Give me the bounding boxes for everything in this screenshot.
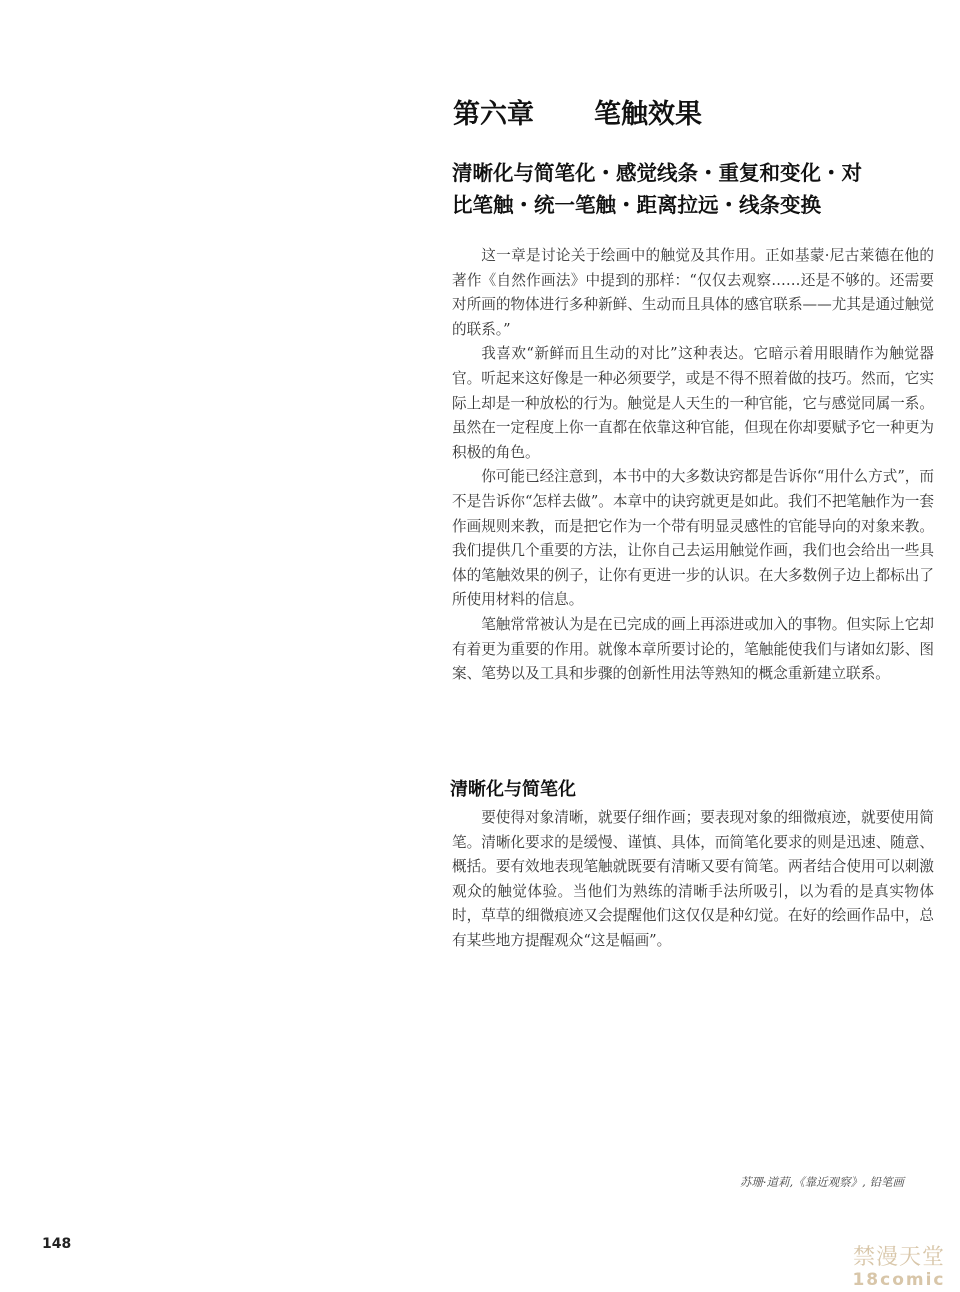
- chapter-subtitle: [452, 157, 942, 221]
- paragraph-3: 你可能已经注意到，本书中的大多数诀窍都是告诉你“用什么方式”，而不是告诉你“怎样去做”。本章中的诀窍就更是如此。我们不把笔触作为一套作画规则来教，而是把它作为一个带有明显灵感性的官能导向的对象来教。我们提供几个重要的方法，让你自己去运用触觉作画，我们也会给出一些具体的笔触效果的例子，让你有更进一步的认识。在大多数例子边上都标出了所使用材料的信息。: [452, 468, 934, 609]
- section-paragraph: 要使得对象清晰，就要仔细作画；要表现对象的细微痕迹，就要使用简笔。清晰化要求的是缓慢、谨慎、具体，而简笔化要求的则是迅速、随意、概括。要有效地表现笔触就既要有清晰又要有简笔。两者结合使用可以刺激观众的触觉体验。当他们为熟练的清晰手法所吸引，以为看的是真实物体时，草草的细微痕迹又会提醒他们这仅仅是种幻觉。在好的绘画作品中，总有某些地方提醒观众“这是幅画”。: [452, 809, 934, 949]
- watermark-en: 18comic: [852, 1270, 946, 1290]
- section-heading: 清晰化与简笔化: [450, 779, 576, 800]
- chapter-number: 第六章: [453, 99, 534, 130]
- intro-body: [452, 244, 934, 687]
- subtitle-line-1: 清晰化与简笔化・感觉线条・重复和变化・对: [452, 161, 862, 185]
- chapter-title: [453, 92, 702, 131]
- paragraph-2: 我喜欢“新鲜而且生动的对比”这种表达。它暗示着用眼睛作为触觉器官。听起来这好像是一种必须要学，或是不得不照着做的技巧。然而，它实际上却是一种放松的行为。触觉是人天生的一种官能，它与感觉同属一系。虽然在一定程度上你一直都在依靠这种官能，但现在你却要赋予它一种更为积极的角色。: [452, 345, 934, 461]
- subtitle-line-2: 比笔触・统一笔触・距离拉远・线条变换: [452, 193, 821, 217]
- figure-caption: 苏珊·道莉,《靠近观察》, 铅笔画: [739, 1175, 904, 1189]
- chapter-name: 笔触效果: [594, 99, 702, 130]
- watermark-cn: 禁漫天堂: [852, 1245, 945, 1270]
- paragraph-1: 这一章是讨论关于绘画中的触觉及其作用。正如基蒙·尼古莱德在他的著作《自然作画法》中提到的那样：“仅仅去观察……还是不够的。还需要对所画的物体进行多种新鲜、生动而且具体的感官联系——尤其是通过触觉的联系。”: [452, 247, 934, 338]
- paragraph-4: 笔触常常被认为是在已完成的画上再添进或加入的事物。但实际上它却有着更为重要的作用。就像本章所要讨论的，笔触能使我们与诸如幻影、图案、笔势以及工具和步骤的创新性用法等熟知的概念重新建立联系。: [452, 615, 934, 683]
- section-body: [452, 806, 934, 954]
- page-number: 148: [42, 1236, 72, 1252]
- watermark-logo: [844, 1246, 954, 1290]
